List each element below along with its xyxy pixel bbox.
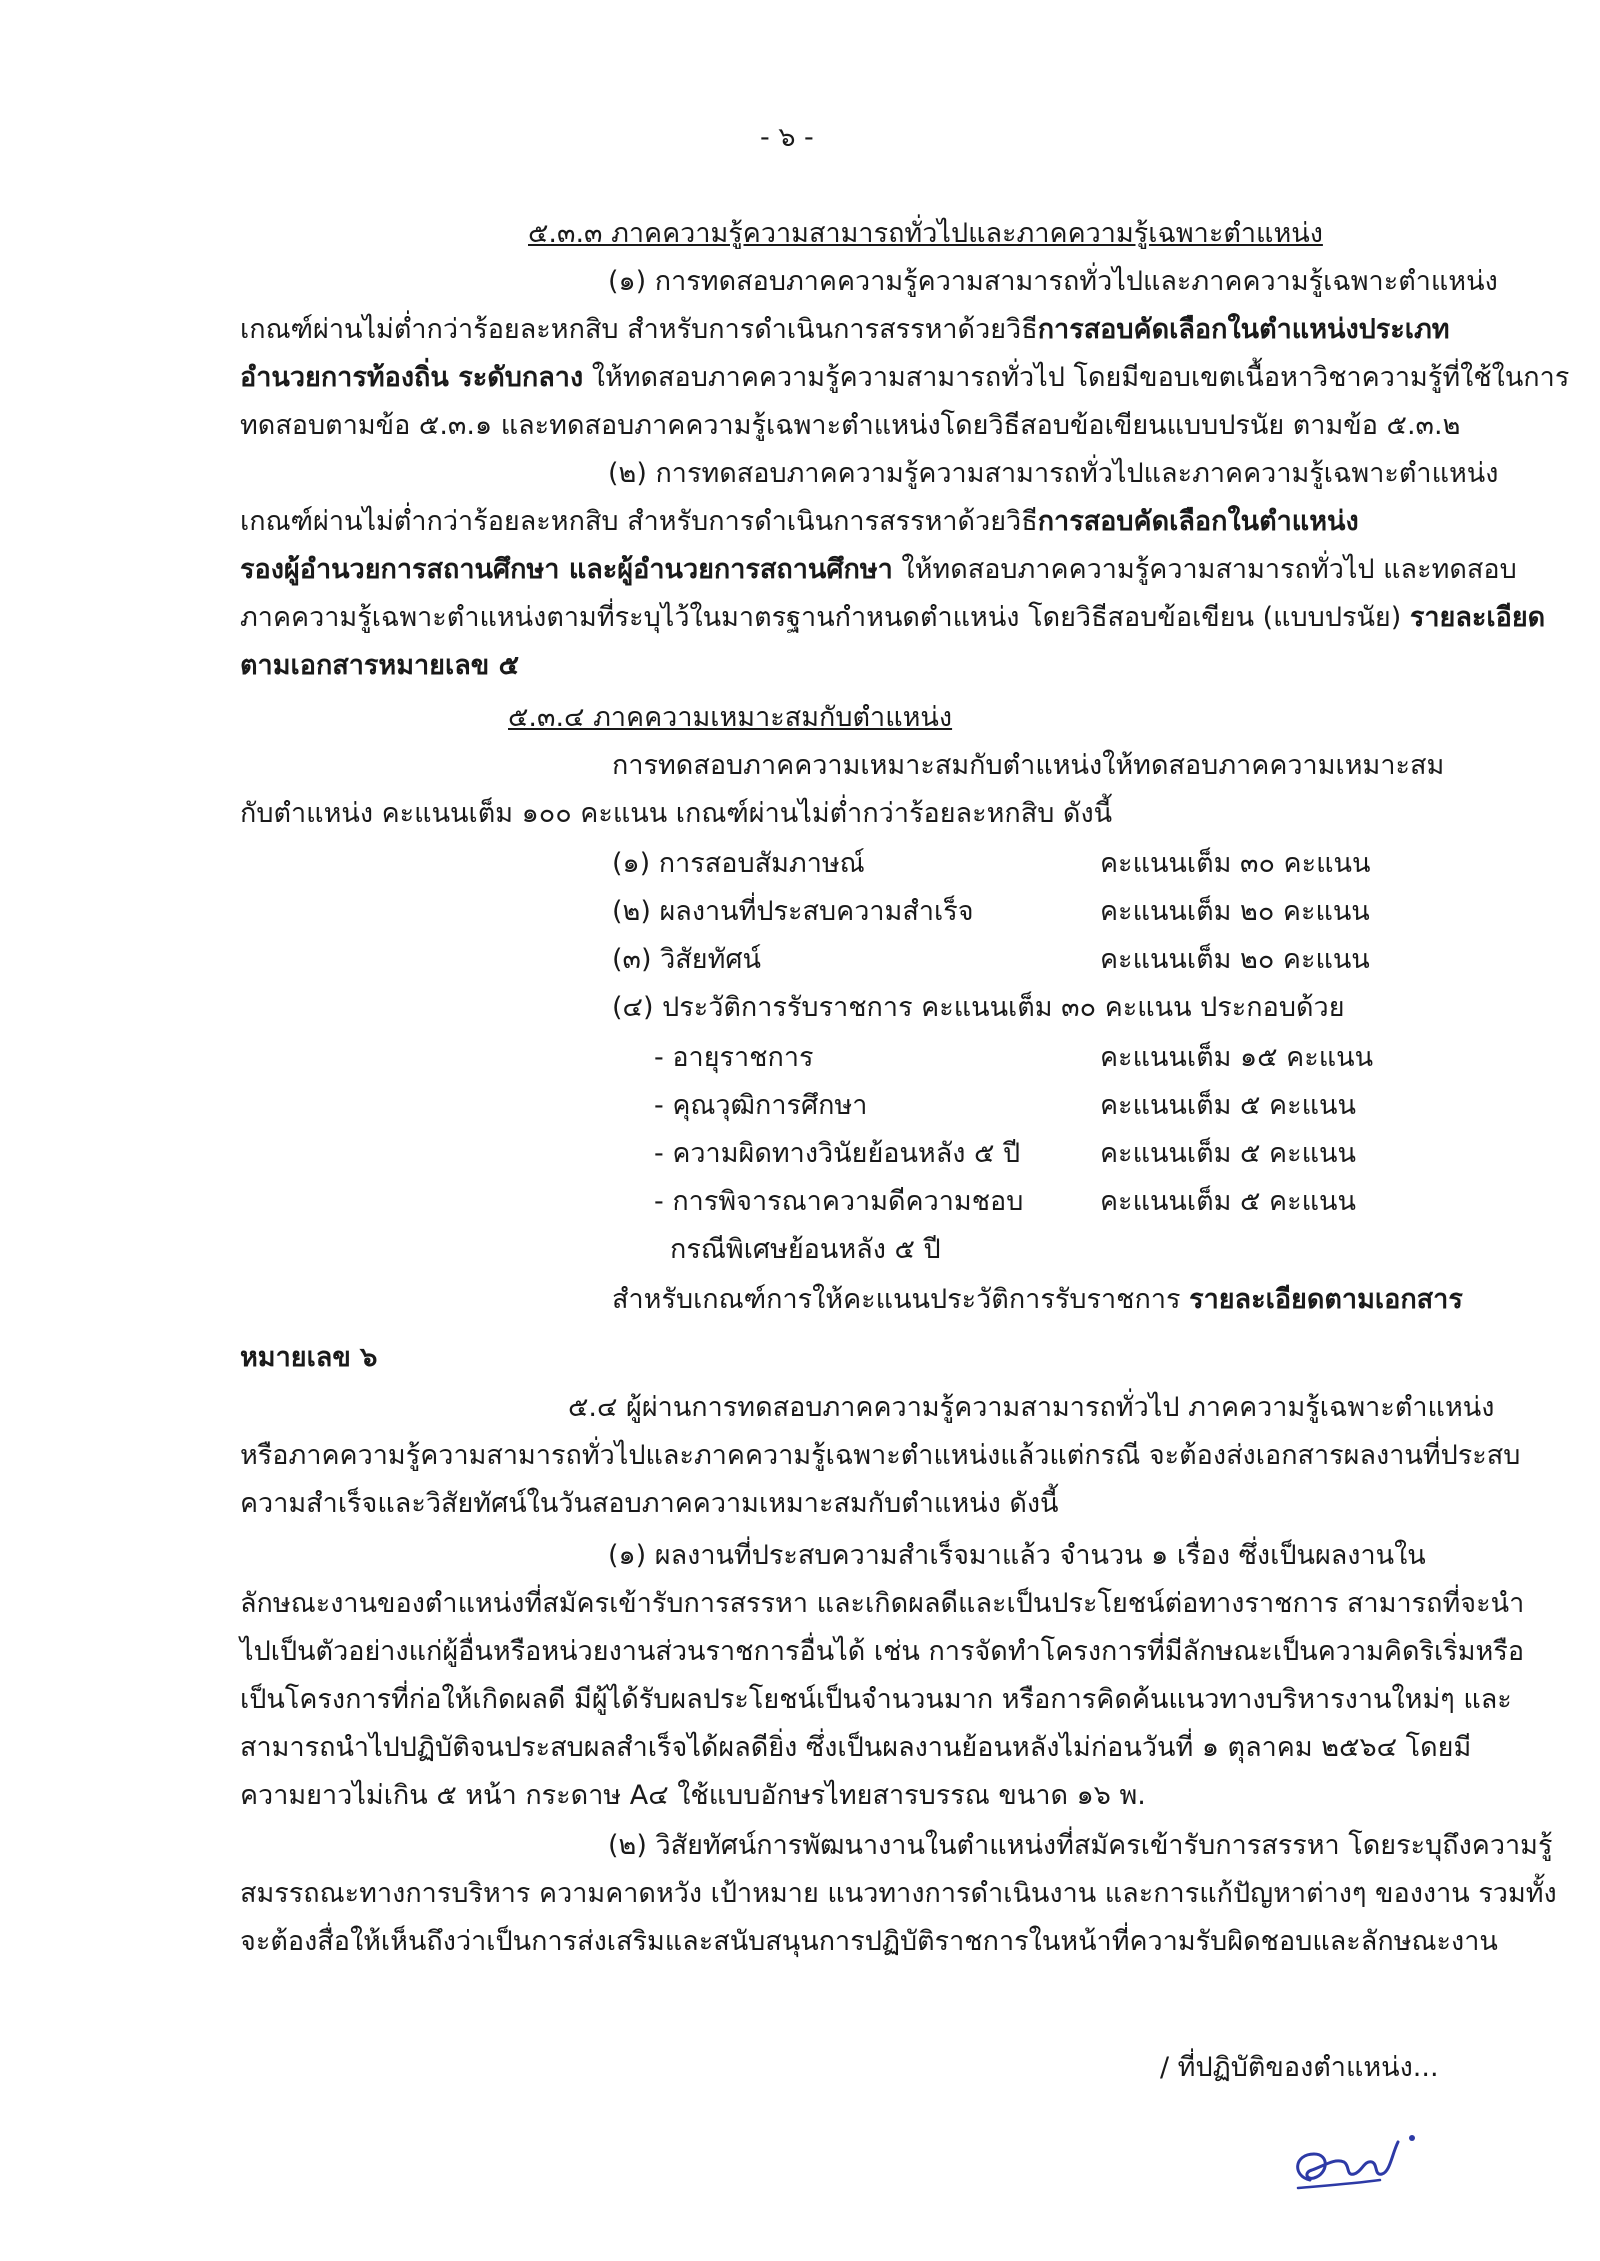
- section-533-p1-line1: (๑) การทดสอบภาคความรู้ความสามารถทั่วไปและภาคความรู้เฉพาะตำแหน่ง: [608, 266, 1498, 297]
- page-number: - ๖ -: [760, 122, 814, 153]
- section-533-p2-line2: เกณฑ์ผ่านไม่ต่ำกว่าร้อยละหกสิบ สำหรับการดำเนินการสรรหาด้วยวิธีการสอบคัดเลือกในตำแหน่ง: [240, 506, 1359, 537]
- section-533-p2-line3: รองผู้อำนวยการสถานศึกษา และผู้อำนวยการสถานศึกษา ให้ทดสอบภาคความรู้ความสามารถทั่วไป และทดสอบ: [240, 554, 1517, 585]
- section-54-line2: หรือภาคความรู้ความสามารถทั่วไปและภาคความรู้เฉพาะตำแหน่งแล้วแต่กรณี จะต้องส่งเอกสารผลงานที่ประสบ: [240, 1440, 1521, 1471]
- score-item-4: (๔) ประวัติการรับราชการ คะแนนเต็ม ๓๐ คะแนน ประกอบด้วย: [612, 992, 1345, 1023]
- score-item-label: (๒) ผลงานที่ประสบความสำเร็จ: [612, 896, 974, 927]
- continuation-note: / ที่ปฏิบัติของตำแหน่ง...: [1160, 2052, 1439, 2083]
- section-54-line3: ความสำเร็จและวิสัยทัศน์ในวันสอบภาคความเหมาะสมกับตำแหน่ง ดังนี้: [240, 1488, 1059, 1519]
- section-533-p1-line4: ทดสอบตามข้อ ๕.๓.๑ และทดสอบภาคความรู้เฉพาะตำแหน่งโดยวิธีสอบข้อเขียนแบบปรนัย ตามข้อ ๕.๓.๒: [240, 410, 1461, 441]
- section-54-line1: ๕.๔ ผู้ผ่านการทดสอบภาคความรู้ความสามารถทั่วไป ภาคความรู้เฉพาะตำแหน่ง: [568, 1392, 1495, 1423]
- score-subitem-value: คะแนนเต็ม ๕ คะแนน: [1100, 1138, 1356, 1169]
- score-subitem-label: - การพิจารณาความดีความชอบ: [654, 1186, 1024, 1217]
- score-item-label: (๓) วิสัยทัศน์: [612, 944, 761, 975]
- score-subitem-value: คะแนนเต็ม ๑๕ คะแนน: [1100, 1042, 1374, 1073]
- section-54-p1-line2: ลักษณะงานของตำแหน่งที่สมัครเข้ารับการสรรหา และเกิดผลดีและเป็นประโยชน์ต่อทางราชการ สามารถที่จะนำ: [240, 1588, 1525, 1619]
- section-533-heading: ๕.๓.๓ ภาคความรู้ความสามารถทั่วไปและภาคความรู้เฉพาะตำแหน่ง: [528, 218, 1323, 249]
- score-item-value: คะแนนเต็ม ๒๐ คะแนน: [1100, 944, 1370, 975]
- section-54-p1-line5: สามารถนำไปปฏิบัติจนประสบผลสำเร็จได้ผลดียิ่ง ซึ่งเป็นผลงานย้อนหลังไม่ก่อนวันที่ ๑ ตุลาคม ๒๕๖๔ โดยมี: [240, 1732, 1472, 1763]
- section-534-intro-line1: การทดสอบภาคความเหมาะสมกับตำแหน่งให้ทดสอบภาคความเหมาะสม: [612, 750, 1445, 781]
- criteria-line: สำหรับเกณฑ์การให้คะแนนประวัติการรับราชการ รายละเอียดตามเอกสาร: [612, 1284, 1463, 1315]
- section-54-p1-line6: ความยาวไม่เกิน ๕ หน้า กระดาษ A๔ ใช้แบบอักษรไทยสารบรรณ ขนาด ๑๖ พ.: [240, 1780, 1146, 1811]
- section-54-p2-line1: (๒) วิสัยทัศน์การพัฒนางานในตำแหน่งที่สมัครเข้ารับการสรรหา โดยระบุถึงความรู้: [608, 1830, 1553, 1861]
- score-subitem-label: - ความผิดทางวินัยย้อนหลัง ๕ ปี: [654, 1138, 1021, 1169]
- score-subitem-value: คะแนนเต็ม ๕ คะแนน: [1100, 1186, 1356, 1217]
- section-54-p2-line3: จะต้องสื่อให้เห็นถึงว่าเป็นการส่งเสริมและสนับสนุนการปฏิบัติราชการในหน้าที่ความรับผิดชอบและลักษณะงาน: [240, 1926, 1498, 1957]
- section-54-p1-line4: เป็นโครงการที่ก่อให้เกิดผลดี มีผู้ได้รับผลประโยชน์เป็นจำนวนมาก หรือการคิดค้นแนวทางบริหารงานใหม่ๆ และ: [240, 1684, 1512, 1715]
- signature-icon: [1280, 2118, 1430, 2208]
- section-533-p1-line3: อำนวยการท้องถิ่น ระดับกลาง ให้ทดสอบภาคความรู้ความสามารถทั่วไป โดยมีขอบเขตเนื้อหาวิชาความรู้ที่ใช้ในการ: [240, 362, 1570, 393]
- section-533-p2-line5: ตามเอกสารหมายเลข ๕: [240, 650, 520, 681]
- section-533-p2-line1: (๒) การทดสอบภาคความรู้ความสามารถทั่วไปและภาคความรู้เฉพาะตำแหน่ง: [608, 458, 1499, 489]
- section-533-p2-line4: ภาคความรู้เฉพาะตำแหน่งตามที่ระบุไว้ในมาตรฐานกำหนดตำแหน่ง โดยวิธีสอบข้อเขียน (แบบปรนัย) รายละเอียด: [240, 602, 1546, 633]
- score-item-value: คะแนนเต็ม ๒๐ คะแนน: [1100, 896, 1370, 927]
- score-item-label: (๑) การสอบสัมภาษณ์: [612, 848, 865, 879]
- section-534-heading: ๕.๓.๔ ภาคความเหมาะสมกับตำแหน่ง: [508, 702, 953, 733]
- score-subitem-continuation: กรณีพิเศษย้อนหลัง ๕ ปี: [670, 1234, 941, 1265]
- score-subitem-label: - คุณวุฒิการศึกษา: [654, 1090, 868, 1121]
- score-item-value: คะแนนเต็ม ๓๐ คะแนน: [1100, 848, 1371, 879]
- section-54-p2-line2: สมรรถณะทางการบริหาร ความคาดหวัง เป้าหมาย แนวทางการดำเนินงาน และการแก้ปัญหาต่างๆ ของงาน รวมทั้ง: [240, 1878, 1557, 1909]
- section-54-p1-line3: ไปเป็นตัวอย่างแก่ผู้อื่นหรือหน่วยงานส่วนราชการอื่นได้ เช่น การจัดทำโครงการที่มีลักษณะเป็นความคิดริเริ่มหรือ: [240, 1636, 1525, 1667]
- section-534-intro-line2: กับตำแหน่ง คะแนนเต็ม ๑๐๐ คะแนน เกณฑ์ผ่านไม่ต่ำกว่าร้อยละหกสิบ ดังนี้: [240, 798, 1113, 829]
- section-533-p1-line2: เกณฑ์ผ่านไม่ต่ำกว่าร้อยละหกสิบ สำหรับการดำเนินการสรรหาด้วยวิธีการสอบคัดเลือกในตำแหน่งประเภท: [240, 314, 1450, 345]
- score-subitem-value: คะแนนเต็ม ๕ คะแนน: [1100, 1090, 1356, 1121]
- score-subitem-label: - อายุราชการ: [654, 1042, 814, 1073]
- section-54-p1-line1: (๑) ผลงานที่ประสบความสำเร็จมาแล้ว จำนวน ๑ เรื่อง ซึ่งเป็นผลงานใน: [608, 1540, 1426, 1571]
- criteria-line-cont: หมายเลข ๖: [240, 1342, 378, 1373]
